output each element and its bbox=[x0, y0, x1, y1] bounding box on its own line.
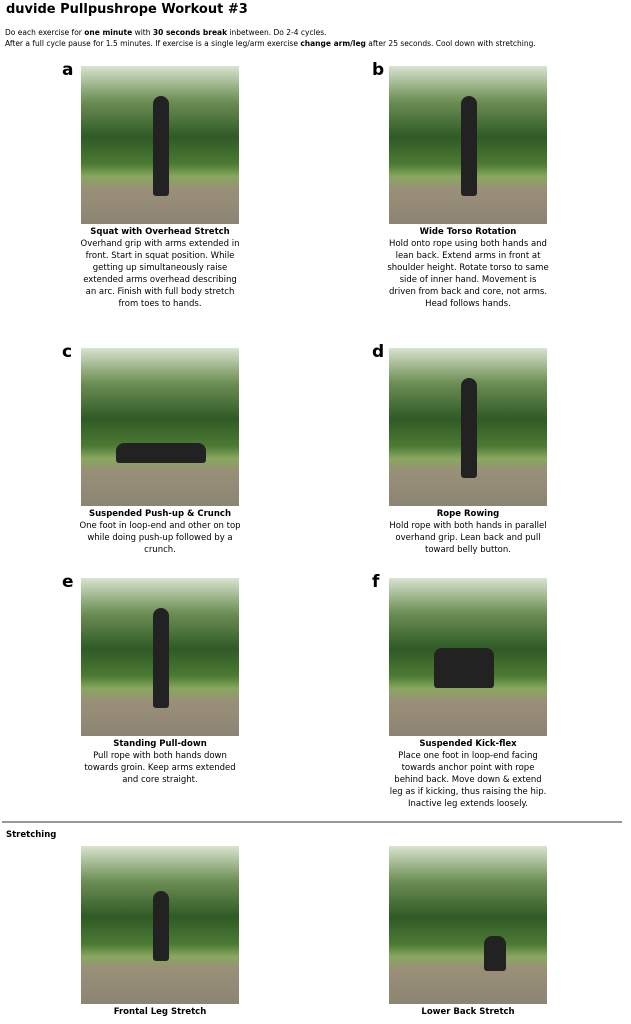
intro-bold: change arm/leg bbox=[300, 39, 366, 48]
exercise-description: Hold onto rope using both hands and lean back. Extend arms in front at shoulder height. Rotate torso to same side of inner hand. Movement is driven from back and core, not arms. Head follows hands. bbox=[387, 239, 549, 309]
exercise-photo bbox=[389, 578, 547, 736]
exercise-f bbox=[368, 572, 568, 810]
stretch-title: Frontal Leg Stretch bbox=[113, 1007, 207, 1017]
exercise-title: Squat with Overhead Stretch bbox=[90, 227, 230, 237]
intro-text: After a full cycle pause for 1.5 minutes. If exercise is a single leg/arm exercise bbox=[5, 39, 301, 48]
stretch-photo bbox=[81, 846, 239, 1004]
exercise-description: Pull rope with both hands down towards groin. Keep arms extended and core straight. bbox=[84, 751, 236, 785]
exercise-photo bbox=[389, 66, 547, 224]
exercise-description: Overhand grip with arms extended in front. Start in squat position. While getting up simultaneously raise extended arms overhead describing an arc. Finish with full body stretch from toes to hands. bbox=[80, 239, 240, 309]
exercise-description: Hold rope with both hands in parallel overhand grip. Lean back and pull toward belly button. bbox=[389, 521, 547, 555]
exercise-c bbox=[60, 342, 260, 556]
intro-bold: 30 seconds break bbox=[152, 28, 228, 37]
exercise-title: Standing Pull-down bbox=[113, 739, 207, 749]
exercise-letter: d bbox=[372, 342, 385, 362]
exercise-letter: f bbox=[372, 572, 380, 592]
intro-text: inbetween. Do 2-4 cycles. bbox=[227, 28, 327, 37]
section-heading: Stretching bbox=[6, 830, 57, 840]
intro-text: after 25 seconds. Cool down with stretching. bbox=[365, 39, 536, 48]
intro-text: Do each exercise for bbox=[5, 28, 85, 37]
exercise-letter: c bbox=[62, 342, 73, 362]
exercise-b bbox=[368, 60, 568, 310]
exercise-title: Suspended Kick-flex bbox=[419, 739, 517, 749]
exercise-photo bbox=[81, 348, 239, 506]
exercise-title: Wide Torso Rotation bbox=[419, 227, 517, 237]
exercise-description: One foot in loop-end and other on top while doing push-up followed by a crunch. bbox=[79, 521, 241, 555]
stretch-lower-back bbox=[368, 846, 568, 1018]
exercise-photo bbox=[81, 66, 239, 224]
exercise-title: Suspended Push-up & Crunch bbox=[88, 509, 232, 519]
section-divider bbox=[2, 821, 622, 823]
intro-text: with bbox=[132, 28, 153, 37]
exercise-d bbox=[368, 342, 568, 556]
page-title: duvide Pullpushrope Workout #3 bbox=[6, 2, 248, 17]
stretch-title: Lower Back Stretch bbox=[421, 1007, 515, 1017]
exercise-letter: e bbox=[62, 572, 74, 592]
exercise-a bbox=[60, 60, 260, 310]
exercise-letter: b bbox=[372, 60, 385, 80]
exercise-photo bbox=[389, 348, 547, 506]
stretch-frontal-leg bbox=[60, 846, 260, 1018]
instructions bbox=[5, 27, 536, 49]
exercise-e bbox=[60, 572, 260, 786]
exercise-letter: a bbox=[62, 60, 74, 80]
exercise-photo bbox=[81, 578, 239, 736]
stretch-photo bbox=[389, 846, 547, 1004]
exercise-description: Place one foot in loop-end facing towards anchor point with rope behind back. Move down & extend leg as if kicking, thus raising the hip. Inactive leg extends loosely. bbox=[389, 751, 547, 809]
intro-bold: one minute bbox=[84, 28, 133, 37]
exercise-title: Rope Rowing bbox=[436, 509, 500, 519]
